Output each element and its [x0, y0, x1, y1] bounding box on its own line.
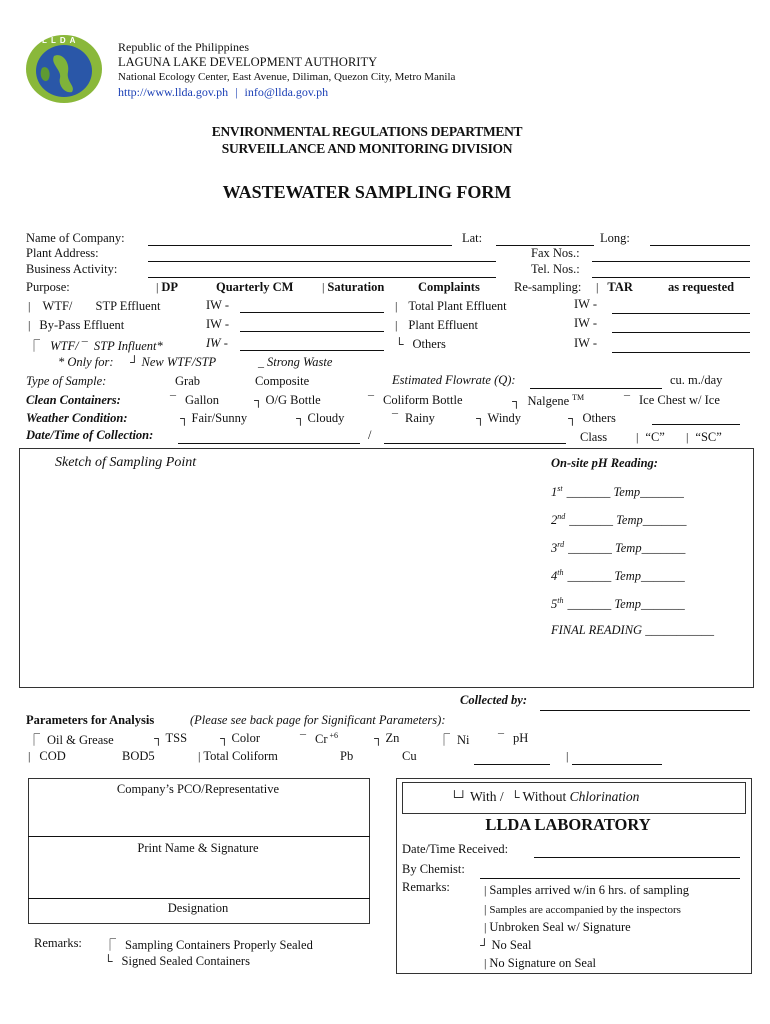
checkbox-icon: | [566, 749, 569, 763]
stp-effluent-text: STP Effluent [95, 299, 161, 313]
ph-reading-number: 5 [551, 597, 558, 612]
country-line: Republic of the Philippines [118, 40, 249, 54]
cu-option[interactable]: Cu [402, 749, 417, 763]
checkbox-icon: ⎾ [28, 339, 41, 353]
strong-waste-text: Strong Waste [267, 355, 333, 369]
class-label: Class [580, 430, 608, 444]
date-received-field[interactable] [534, 857, 740, 858]
representative-title: Company’s PCO/Representative [116, 782, 280, 796]
checkbox-icon: | [28, 749, 31, 763]
ph-reading-number: 4 [551, 569, 558, 584]
with-text: With / [470, 789, 504, 804]
checkbox-icon: ┐ [476, 411, 485, 425]
checkbox-icon: | [395, 299, 398, 313]
lab-remark1-text: Samples arrived w/in 6 hrs. of sampling [489, 883, 690, 897]
ph-reading-row[interactable] [551, 568, 685, 584]
checkbox-icon: | [322, 280, 325, 294]
checkbox-icon: ┐ [254, 393, 263, 407]
sketch-title: Sketch of Sampling Point [55, 455, 197, 470]
checkbox-icon: ┐ [296, 411, 305, 425]
resampling-label: Re-sampling: [514, 280, 582, 294]
lab-remark-arrived[interactable] [484, 883, 689, 898]
oil-text: Oil & Grease [47, 733, 114, 747]
business-activity-label: Business Activity: [26, 262, 118, 276]
pb-option[interactable]: Pb [340, 749, 354, 763]
agency-name: LAGUNA LAKE DEVELOPMENT AUTHORITY [118, 55, 378, 69]
checkbox-icon: ┐ [220, 731, 229, 745]
department-title: ENVIRONMENTAL REGULATIONS DEPARTMENT [211, 124, 523, 139]
gallon-text: Gallon [185, 393, 220, 407]
checkbox-icon: | [596, 280, 599, 294]
checkbox-icon: └ [395, 337, 404, 351]
cr-valence: +6 [329, 731, 339, 740]
coliform-bottle-text: Coliform Bottle [383, 393, 463, 407]
tar-text: TAR [607, 280, 633, 294]
others-option[interactable] [395, 337, 446, 352]
strong-waste-option[interactable] [258, 355, 332, 370]
with-option[interactable] [450, 789, 504, 804]
ph-reading-ordinal: nd [557, 512, 566, 521]
parameters-note: (Please see back page for Significant Parameters): [190, 713, 446, 727]
ph-reading-number: 1 [551, 485, 558, 500]
ph-reading-blank: _______ Temp_______ [566, 485, 684, 500]
iw-field-1[interactable] [240, 312, 384, 313]
bypass-effluent-option[interactable] [28, 318, 124, 333]
long-label: Long: [600, 231, 630, 245]
cod-text: COD [39, 749, 66, 763]
checkbox-icon: ¯ [81, 339, 88, 353]
checkbox-icon: ┐ [154, 731, 163, 745]
plant-address-label: Plant Address: [26, 246, 99, 260]
ph-reading-blank: _______ Temp_______ [569, 513, 687, 528]
class-sc-option[interactable] [686, 430, 722, 445]
final-reading[interactable]: FINAL READING ___________ [551, 623, 714, 637]
only-for-note: * Only for: [58, 355, 114, 369]
other-parameter-field-2[interactable] [572, 764, 662, 765]
other-parameter-field-1[interactable] [474, 764, 550, 765]
tel-field[interactable] [592, 277, 750, 278]
cloudy-option[interactable] [296, 411, 344, 426]
designation-label: Designation [167, 901, 229, 915]
contact-line [118, 85, 328, 100]
remark2-text: Signed Sealed Containers [121, 954, 250, 968]
purpose-label: Purpose: [26, 280, 70, 294]
ph-reading-blank: _______ Temp_______ [568, 541, 686, 556]
ice-chest-text: Ice Chest w/ Ice [639, 393, 720, 407]
llda-logo [24, 34, 104, 104]
ph-reading-number: 3 [551, 541, 558, 556]
checkbox-icon: | [28, 318, 31, 332]
gallon-option[interactable] [170, 393, 219, 408]
datetime-label: Date/Time of Collection: [26, 428, 154, 442]
flowrate-unit: cu. m./day [670, 373, 723, 387]
logo-text: L L D A [42, 36, 77, 45]
company-name-field[interactable] [148, 245, 452, 246]
parameters-label: Parameters for Analysis [26, 713, 155, 727]
lab-remark-unbroken[interactable] [484, 920, 631, 935]
checkbox-icon: | [484, 920, 487, 934]
plant-effluent-option[interactable] [395, 318, 478, 333]
contact-separator: | [235, 85, 238, 99]
saturation-text: Saturation [327, 280, 385, 294]
checkbox-icon: ⎾ [104, 938, 117, 952]
lab-remark-accompanied[interactable] [484, 902, 681, 917]
purpose-complaints-option[interactable]: Complaints [418, 280, 480, 294]
ph-text: pH [513, 731, 529, 745]
remarks-label: Remarks: [34, 936, 82, 950]
checkbox-icon: | [484, 956, 487, 970]
iw-field-2[interactable] [240, 331, 384, 332]
checkbox-icon: | [198, 749, 201, 763]
purpose-saturation-option[interactable] [322, 280, 384, 295]
checkbox-icon: ┐ [512, 394, 521, 409]
iw-field-6[interactable] [612, 352, 750, 353]
remark1-text: Sampling Containers Properly Sealed [125, 938, 313, 952]
company-name-label: Name of Company: [26, 231, 125, 245]
iw-field-3[interactable] [240, 350, 384, 351]
dp-text: DP [161, 280, 179, 294]
fair-text: Fair/Sunny [191, 411, 248, 425]
chemist-label: By Chemist: [402, 862, 465, 876]
date-received-label: Date/Time Received: [402, 842, 509, 856]
iw-label-2: IW - [206, 317, 230, 331]
flowrate-label: Estimated Flowrate (Q): [392, 373, 516, 387]
new-wtf-option[interactable] [130, 355, 216, 370]
class-c-text: “C” [645, 430, 665, 444]
lab-remark-no-signature[interactable] [484, 956, 596, 971]
iw-label-5: IW - [574, 316, 598, 330]
lab-title: LLDA LABORATORY [485, 815, 651, 834]
checkbox-icon: | [686, 430, 689, 444]
tar-option[interactable] [596, 280, 633, 295]
iw-field-4[interactable] [612, 313, 750, 314]
form-title: WASTEWATER SAMPLING FORM [222, 182, 512, 202]
collected-by-field[interactable] [540, 710, 750, 711]
rainy-option[interactable] [392, 411, 435, 426]
wtf-stp-effluent-option[interactable] [28, 299, 160, 314]
checkbox-icon: | [395, 318, 398, 332]
wtf-text: WTF/ [42, 299, 73, 313]
fax-label: Fax Nos.: [531, 246, 580, 260]
ice-chest-option[interactable] [624, 393, 720, 408]
representative-divider-1 [28, 836, 370, 837]
checkbox-icon: ⎾ [438, 733, 451, 747]
lab-remark4-text: No Seal [491, 938, 532, 952]
website-link[interactable]: http://www.llda.gov.ph [118, 85, 229, 99]
zn-option[interactable] [374, 731, 399, 746]
clean-containers-label: Clean Containers: [26, 393, 121, 407]
other-parameter-checkbox[interactable] [566, 749, 571, 764]
iw-label-1: IW - [206, 298, 230, 312]
total-coliform-text: Total Coliform [203, 749, 278, 763]
wtf2-text: WTF/ [50, 339, 79, 353]
plant-address-field[interactable] [148, 261, 496, 262]
total-coliform-option[interactable] [198, 749, 278, 764]
class-sc-text: “SC” [695, 430, 722, 444]
coliform-bottle-option[interactable] [368, 393, 463, 408]
purpose-dp-option[interactable] [156, 280, 178, 295]
og-bottle-option[interactable] [254, 393, 321, 408]
checkbox-icon: ¯ [368, 393, 374, 407]
checkbox-icon: | [484, 902, 487, 916]
chemist-field[interactable] [480, 878, 740, 879]
lab-remark5-text: No Signature on Seal [489, 956, 596, 970]
ph-option[interactable] [498, 731, 528, 746]
division-title: SURVEILLANCE AND MONITORING DIVISION [221, 141, 513, 156]
cloudy-text: Cloudy [307, 411, 345, 425]
total-plant-effluent-option[interactable] [395, 299, 507, 314]
containers-sealed-option[interactable] [104, 936, 313, 953]
purpose-quarterly-option[interactable]: Quarterly CM [216, 280, 294, 294]
business-activity-field[interactable] [148, 277, 496, 278]
ph-reading-row[interactable] [551, 512, 687, 528]
rainy-text: Rainy [405, 411, 435, 425]
lab-remark-no-seal[interactable] [480, 938, 531, 953]
chlorination-text: Chlorination [569, 789, 640, 804]
collected-by-label: Collected by: [460, 693, 527, 707]
checkbox-icon: ┐ [374, 731, 383, 745]
fair-option[interactable] [180, 411, 247, 426]
zn-text: Zn [385, 731, 400, 745]
ni-text: Ni [457, 733, 470, 747]
checkbox-icon: ¯ [624, 393, 630, 407]
ph-reading-ordinal: th [557, 568, 564, 577]
checkbox-icon: ¯ [300, 732, 306, 747]
windy-text: Windy [487, 411, 522, 425]
weather-label: Weather Condition: [26, 411, 128, 425]
ph-reading-row[interactable] [551, 484, 684, 500]
checkbox-icon: _ [258, 355, 264, 369]
iw-label-3: IW - [206, 336, 228, 350]
ph-reading-ordinal: st [557, 484, 563, 493]
class-c-option[interactable] [636, 430, 665, 445]
checkbox-icon: | [636, 430, 639, 444]
checkbox-icon: ⎾ [28, 733, 41, 747]
checkbox-icon: ¯ [170, 393, 176, 407]
checkbox-icon: └┘ [450, 790, 468, 804]
iw-label-6: IW - [574, 336, 598, 350]
checkbox-icon: | [156, 280, 159, 294]
long-field[interactable] [650, 245, 750, 246]
checkbox-icon: └ [104, 954, 113, 968]
ph-reading-ordinal: th [557, 596, 564, 605]
ph-reading-number: 2 [551, 513, 558, 528]
type-of-sample-label: Type of Sample: [26, 374, 107, 388]
agency-address: National Ecology Center, East Avenue, Diliman, Quezon City, Metro Manila [118, 71, 456, 83]
checkbox-icon: | [28, 299, 31, 313]
checkbox-icon: | [484, 883, 487, 897]
oil-grease-option[interactable] [28, 731, 114, 748]
chlorination-line [450, 789, 639, 805]
color-text: Color [231, 731, 260, 745]
flowrate-field[interactable] [530, 388, 662, 389]
ph-reading-title: On-site pH Reading: [551, 456, 658, 470]
bypass-text: By-Pass Effluent [39, 318, 125, 332]
bod-option[interactable]: BOD5 [122, 749, 155, 763]
lab-remark3-text: Unbroken Seal w/ Signature [489, 920, 631, 934]
checkbox-icon: ┐ [568, 411, 577, 425]
as-requested-option[interactable]: as requested [668, 280, 735, 294]
signed-containers-option[interactable] [104, 954, 250, 969]
ph-reading-blank: _______ Temp_______ [567, 569, 685, 584]
cr-option[interactable] [300, 731, 338, 747]
checkbox-icon: ┘ [480, 938, 489, 952]
iw-label-4: IW - [574, 297, 598, 311]
nalgene-option[interactable] [512, 393, 584, 409]
checkbox-icon: ¯ [392, 411, 398, 425]
without-option[interactable] [511, 789, 566, 804]
cod-option[interactable] [28, 749, 66, 764]
tss-option[interactable] [154, 731, 187, 746]
nalgene-text: Nalgene [527, 394, 570, 409]
windy-option[interactable] [476, 411, 521, 426]
checkbox-icon: ┐ [180, 411, 189, 425]
ph-reading-ordinal: rd [557, 540, 565, 549]
color-option[interactable] [220, 731, 260, 746]
checkbox-icon: ¯ [498, 731, 504, 745]
plant-effluent-text: Plant Effluent [408, 318, 478, 332]
total-plant-text: Total Plant Effluent [408, 299, 507, 313]
checkbox-icon: ┘ [130, 355, 139, 369]
trademark-sup: TM [572, 393, 585, 402]
representative-divider-2 [28, 898, 370, 899]
lat-label: Lat: [462, 231, 483, 245]
tel-label: Tel. Nos.: [531, 262, 580, 276]
weather-others-text: Others [582, 411, 616, 425]
ph-reading-blank: _______ Temp_______ [567, 597, 685, 612]
date-collection-field[interactable] [178, 443, 360, 444]
ph-reading-row[interactable] [551, 596, 685, 612]
wtf-stp-influent-option[interactable] [28, 337, 163, 354]
datetime-slash: / [368, 428, 372, 442]
lab-remark2-text: Samples are accompanied by the inspectors [489, 904, 681, 916]
without-text: Without [522, 789, 567, 804]
ni-option[interactable] [438, 731, 470, 748]
ph-reading-row[interactable] [551, 540, 685, 556]
weather-others-field[interactable] [652, 424, 740, 425]
grab-option[interactable]: Grab [175, 374, 200, 388]
tss-text: TSS [165, 731, 188, 745]
time-collection-field[interactable] [384, 443, 566, 444]
cr-text: Cr [315, 732, 328, 747]
stp-influent-text: STP Influent* [93, 339, 163, 353]
iw-field-5[interactable] [612, 332, 750, 333]
checkbox-icon: └ [510, 790, 520, 804]
email-link[interactable]: info@llda.gov.ph [244, 85, 329, 99]
lab-remarks-label: Remarks: [402, 880, 450, 894]
fax-field[interactable] [592, 261, 750, 262]
print-name-label: Print Name & Signature [137, 841, 259, 855]
og-bottle-text: O/G Bottle [265, 393, 321, 407]
others-text: Others [412, 337, 446, 351]
composite-option[interactable]: Composite [255, 374, 310, 388]
new-wtf-text: New WTF/STP [141, 355, 217, 369]
weather-others-option[interactable] [568, 411, 616, 426]
